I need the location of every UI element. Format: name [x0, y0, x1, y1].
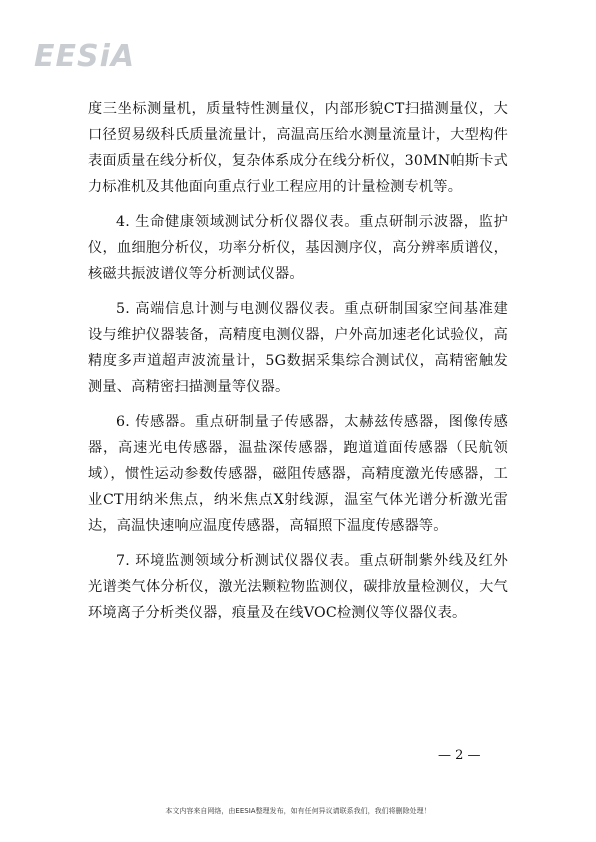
footer-disclaimer: 本文内容来自网络，由EESIA整理发布，如有任何异议请联系我们，我们将删除处理！ — [165, 807, 431, 815]
eesia-logo: EESiA — [34, 39, 136, 74]
paragraph-continuation: 度三坐标测量机，质量特性测量仪，内部形貌CT扫描测量仪，大口径贸易级科氏质量流量计，高温高压给水测量流量计，大型构件表面质量在线分析仪，复杂体系成分在线分析仪，30MN帕斯卡式力标准机及其他面向重点行业工程应用的计量检测专机等。 — [88, 101, 508, 195]
paragraph-item-7: 7. 环境监测领域分析测试仪器仪表。重点研制紫外线及红外光谱类气体分析仪，激光法颗粒物监测仪，碳排放量检测仪，大气环境离子分析类仪器，痕量及在线VOC检测仪等仪器仪表。 — [88, 553, 508, 621]
document-body — [88, 96, 508, 635]
paragraph-item-6: 6. 传感器。重点研制量子传感器，太赫兹传感器，图像传感器，高速光电传感器，温盐深传感器，跑道道面传感器（民航领域），惯性运动参数传感器，磁阻传感器，高精度激光传感器，工业CT用纳米焦点，纳米焦点X射线源，温室气体光谱分析激光雷达，高温快速响应温度传感器，高辐照下温度传感器等。 — [88, 414, 508, 534]
paragraph-item-4: 4. 生命健康领域测试分析仪器仪表。重点研制示波器，监护仪，血细胞分析仪，功率分析仪，基因测序仪，高分辨率质谱仪，核磁共振波谱仪等分析测试仪器。 — [88, 214, 508, 282]
page-number: — 2 — — [438, 748, 481, 763]
paragraph-item-5: 5. 高端信息计测与电测仪器仪表。重点研制国家空间基准建设与维护仪器装备，高精度电测仪器，户外高加速老化试验仪，高精度多声道超声波流量计，5G数据采集综合测试仪，高精密触发测量、高精密扫描测量等仪器。 — [88, 301, 508, 395]
